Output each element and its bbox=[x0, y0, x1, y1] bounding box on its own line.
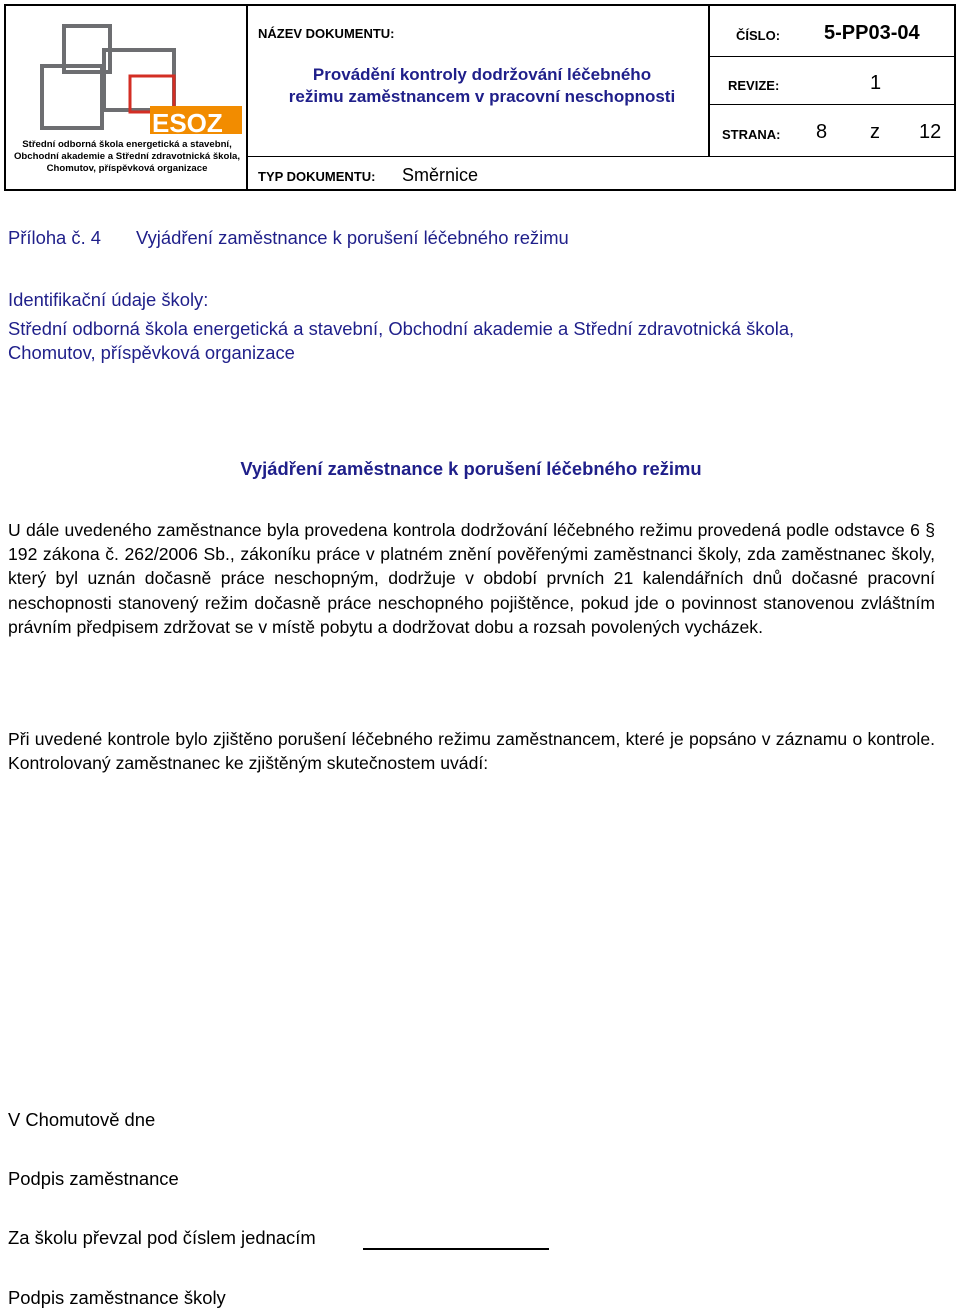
document-type-label: TYP DOKUMENTU: bbox=[258, 169, 376, 184]
paragraph-inspection: U dále uvedeného zaměstnance byla provedena kontrola dodržování léčebného režimu provedená podle odstavce 6 § 192 zákona č. 262/2006 Sb., zákoníku práce v platném znění pověřenými zaměstnanci školy, zda zaměstnanec školy, který byl uznán dočasně práce neschopným, dodržuje v období prvních 21 kalendářních dnů dočasné pracovní neschopnosti stanovený režim dočasně práce neschopného pojištěnce, pokud jde o povinnost stanovenou zvláštním právním předpisem zdržovat se v místě pobytu a dodržovat dobu a rozsah povolených vycházek. bbox=[8, 520, 935, 637]
school-id-label: Identifikační údaje školy: bbox=[8, 289, 209, 310]
logo-line-1: Střední odborná škola energetická a stavební, bbox=[22, 139, 232, 150]
logo-line-3: Chomutov, příspěvková organizace bbox=[46, 163, 208, 174]
revision-value: 1 bbox=[870, 72, 882, 94]
document-title: Provádění kontroly dodržování léčebného režimu zaměstnancem v pracovní neschopnosti bbox=[288, 65, 676, 106]
school-name-line-2: Chomutov, příspěvková organizace bbox=[8, 342, 295, 363]
attachment-number: Příloha č. 4 bbox=[8, 227, 102, 248]
page-current: 8 bbox=[816, 121, 828, 143]
logo-line-2: Obchodní akademie a Střední zdravotnická škola, bbox=[13, 151, 241, 162]
received-by-line: Za školu převzal pod číslem jednacím bbox=[8, 1227, 316, 1248]
document-header bbox=[4, 4, 956, 191]
logo-graphic bbox=[12, 14, 242, 134]
number-label: ČÍSLO: bbox=[736, 28, 781, 43]
page-total: 12 bbox=[919, 121, 942, 143]
paragraph-finding: Při uvedené kontrole bylo zjištěno porušení léčebného režimu zaměstnancem, které je popsáno v záznamu o kontrole. Kontrolovaný zaměstnanec ke zjištěným skutečnostem uvádí: bbox=[8, 729, 935, 774]
logo-brand: ESOZ bbox=[152, 108, 223, 134]
document-type-value: Směrnice bbox=[402, 165, 479, 185]
place-date-line: V Chomutově dne bbox=[8, 1109, 156, 1130]
page-separator: z bbox=[870, 121, 880, 143]
employee-signature-line: Podpis zaměstnance bbox=[8, 1168, 179, 1189]
revision-label: REVIZE: bbox=[728, 78, 780, 93]
form-heading: Vyjádření zaměstnance k porušení léčebného režimu bbox=[240, 458, 702, 479]
attachment-title: Vyjádření zaměstnance k porušení léčebného režimu bbox=[136, 227, 569, 248]
page-label: STRANA: bbox=[722, 127, 781, 142]
reference-number-blank[interactable] bbox=[363, 1248, 549, 1250]
number-value: 5-PP03-04 bbox=[824, 22, 920, 44]
document-name-label: NÁZEV DOKUMENTU: bbox=[258, 26, 395, 41]
school-logo bbox=[12, 14, 242, 184]
school-signature-line: Podpis zaměstnance školy bbox=[8, 1287, 226, 1308]
school-name-line-1: Střední odborná škola energetická a stavební, Obchodní akademie a Střední zdravotnická škola, bbox=[8, 318, 795, 339]
